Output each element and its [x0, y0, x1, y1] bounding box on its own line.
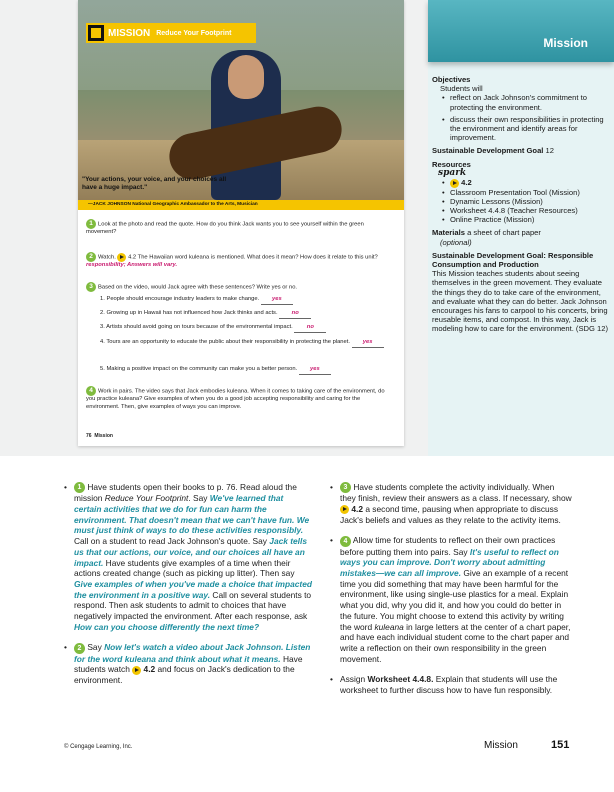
- objectives-list: [432, 93, 610, 142]
- sidebar-title: Mission: [543, 36, 588, 50]
- section-label: Mission: [484, 740, 518, 751]
- objectives-intro: Students will: [440, 84, 483, 94]
- note-step-2: • 2 Say Now let's watch a video about Jack Johnson. Listen for the word kuleana and think about what it means. Have students watch 4.2 and focus on Jack's dedication to the environment.: [64, 642, 311, 686]
- materials-line: Materials a sheet of chart paper: [432, 228, 541, 238]
- mission-banner: [86, 23, 256, 43]
- play-icon: [450, 179, 459, 188]
- sidebar-content: [432, 75, 610, 334]
- statement-row: 3. Artists should avoid going on tours because of the environmental impact. no: [100, 324, 392, 333]
- note-step-4: • 4 Allow time for students to reflect on their own practices before putting them into pairs. Say It's useful to reflect on ways you can improve. Don't worry about admitting mistakes—we can all improve. Give an example of a recent time you did something that may have been harmful for the environment, like using single-use plastics for a meal. Explain what you did, why you did it, and how you could do better in the future. You might choose to extend this activity by writing the word kuleana in large letters at the center of a chart paper, and have each individual student come to the chart paper and write a reflection on their own responsibility in the green movement.: [330, 535, 571, 664]
- resources-label: Resources: [432, 159, 471, 169]
- play-icon[interactable]: [117, 253, 126, 262]
- resource-item[interactable]: • Online Practice (Mission): [442, 215, 610, 224]
- question-2: 2 Watch. 4.2 The Hawaiian word kuleana is mentioned. What does it mean? How does it relate to this unit? responsibility; Answers will vary.: [86, 253, 378, 269]
- resource-video[interactable]: • 4.2: [442, 178, 610, 188]
- page-number: 151: [551, 739, 570, 751]
- sdg-goal-text: This Mission teaches students about seeing themselves in the green movement. They evaluate the things they do to take care of the environment, and evaluate what they can do better. Jack Johnson encourages his fans to carpool to his concerts, bring reusable items, and compost. In this way, Jack is modeling how to care for the environment. (SDG 12): [432, 269, 609, 334]
- question-1: 1 Look at the photo and read the quote. How do you think Jack wants you to see yourself within the green movement?: [86, 220, 364, 236]
- spark-logo: spark: [438, 167, 467, 178]
- sdg-goal-label: Sustainable Development Goal: Responsible Consumption and Production: [432, 250, 594, 269]
- note-assign: • Assign Worksheet 4.4.8. Explain that students will use the worksheet to further discuss how to have fun responsibly.: [330, 674, 558, 696]
- play-icon[interactable]: [340, 505, 349, 514]
- mission-label: MISSION: [108, 27, 151, 39]
- sidebar-header: [428, 0, 614, 62]
- statement-row: 2. Growing up in Hawaii has not influenced how Jack thinks and acts. no: [100, 310, 392, 319]
- notes-right-column: [330, 482, 572, 706]
- question-4: 4 Work in pairs. The video says that Jack embodies kuleana. When it comes to taking care of the environment, do you practice kuleana? Give examples of when you do a good job accepting responsibility and caring for the environment. Then, give examples of ways you can improve.: [86, 387, 385, 410]
- nat-geo-logo-icon: [88, 25, 104, 41]
- photo-credit: —JACK JOHNSON National Geographic Ambassador to the Arts, Musician: [88, 202, 258, 207]
- resource-item[interactable]: • Classroom Presentation Tool (Mission): [442, 188, 610, 197]
- resource-item[interactable]: • Worksheet 4.4.8 (Teacher Resources): [442, 206, 610, 215]
- student-page-footer: 76 Mission: [86, 433, 113, 439]
- note-step-3: • 3 Have students complete the activity individually. When they finish, review their answers as a class. If necessary, show 4.2 a second time, pausing when appropriate to discuss Jack's beliefs and values as they relate to the activity items.: [330, 482, 572, 525]
- play-icon[interactable]: [132, 666, 141, 675]
- objective-item: • reflect on Jack Johnson's commitment to protecting the environment.: [442, 93, 610, 111]
- statement-row: 1. People should encourage industry leaders to make change. yes: [100, 296, 392, 305]
- mission-title: Reduce Your Footprint: [156, 29, 232, 37]
- sdg-line: Sustainable Development Goal 12: [432, 146, 554, 156]
- note-step-1: • 1 Have students open their books to p. 76. Read aloud the mission Reduce Your Footprint. Say We've learned that certain activities that we do for fun can harm the environment. That doesn't mean that we can't have fun. We must just think of ways to do these activities responsibly. Call on a student to read Jack Johnson's quote. Say Jack tells us that our actions, our voice, and our choices all have an impact. Have students give examples of a time when their actions created change (such as picking up litter). Then say Give examples of when you've made a choice that impacted the environment in a positive way. Call on several students to respond. Then ask students to admit to choices that have negatively impacted the environment. After each response, ask How can you choose differently the next time?: [64, 482, 312, 632]
- objective-item: • discuss their own responsibilities in protecting the environment and identify areas for improvement.: [442, 115, 610, 143]
- objectives-label: Objectives: [432, 75, 471, 84]
- statement-row: 4. Tours are an opportunity to educate the public about their responsibility in protecting the planet. yes: [100, 339, 392, 348]
- resource-item[interactable]: • Dynamic Lessons (Mission): [442, 197, 610, 206]
- resources-list: [432, 178, 610, 224]
- copyright: © Cengage Learning, Inc.: [64, 744, 133, 750]
- materials-optional: (optional): [440, 237, 472, 247]
- photo-quote: "Your actions, your voice, and your choices all have a huge impact.": [82, 176, 227, 191]
- question-3: 3 Based on the video, would Jack agree with these sentences? Write yes or no.: [86, 282, 392, 292]
- statement-row: 5. Making a positive impact on the community can make you a better person. yes: [100, 366, 392, 375]
- notes-left-column: [64, 482, 312, 696]
